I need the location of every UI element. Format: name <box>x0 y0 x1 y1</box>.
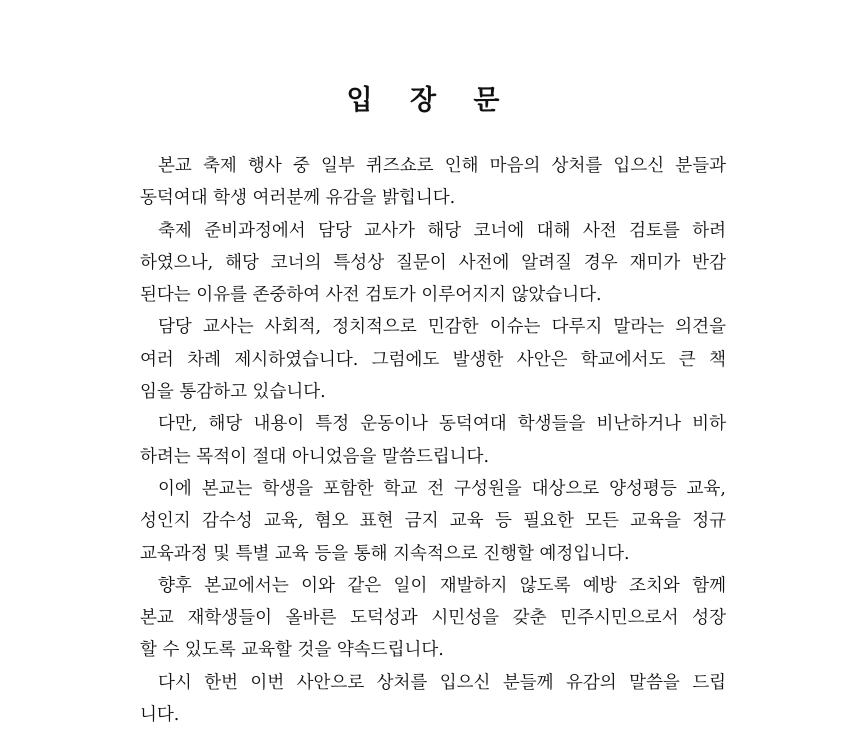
statement-line: 이에 본교는 학생을 포함한 학교 전 구성원을 대상으로 양성평등 교육, <box>158 478 726 499</box>
statement-line: 향후 본교에서는 이와 같은 일이 재발하지 않도록 예방 조치와 함께 <box>158 575 726 596</box>
statement-line: 다만, 해당 내용이 특정 운동이나 동덕여대 학생들을 비난하거나 비하 <box>158 414 726 435</box>
statement-line: 본교 재학생들이 올바른 도덕성과 시민성을 갖춘 민주시민으로서 성장 <box>140 608 726 629</box>
statement-line: 된다는 이유를 존중하여 사전 검토가 이루어지지 않았습니다. <box>140 285 602 306</box>
statement-line: 동덕여대 학생 여러분께 유감을 밝힙니다. <box>140 188 456 209</box>
statement-line: 본교 축제 행사 중 일부 퀴즈쇼로 인해 마음의 상처를 입으신 분들과 <box>158 156 726 176</box>
statement-line: 교육과정 및 특별 교육 등을 통해 지속적으로 진행할 예정입니다. <box>140 543 630 564</box>
statement-line: 하려는 목적이 절대 아니었음을 말씀드립니다. <box>140 446 490 467</box>
statement-body <box>140 150 726 731</box>
statement-line: 하였으나, 해당 코너의 특성상 질문이 사전에 알려질 경우 재미가 반감 <box>140 252 726 273</box>
statement-line: 임을 통감하고 있습니다. <box>140 382 326 403</box>
statement-line: 축제 준비과정에서 담당 교사가 해당 코너에 대해 사전 검토를 하려 <box>158 220 726 241</box>
statement-line: 니다. <box>140 705 180 726</box>
statement-line: 성인지 감수성 교육, 혐오 표현 금지 교육 등 필요한 모든 교육을 정규 <box>140 511 726 532</box>
statement-line: 할 수 있도록 교육할 것을 약속드립니다. <box>140 640 444 661</box>
statement-line: 다시 한번 이번 사안으로 상처를 입으신 분들께 유감의 말씀을 드립 <box>158 672 726 693</box>
statement-line: 담당 교사는 사회적, 정치적으로 민감한 이슈는 다루지 말라는 의견을 <box>158 317 726 338</box>
statement-line: 여러 차례 제시하였습니다. 그럼에도 발생한 사안은 학교에서도 큰 책 <box>140 349 726 370</box>
document-title: 입 장 문 <box>346 85 514 116</box>
